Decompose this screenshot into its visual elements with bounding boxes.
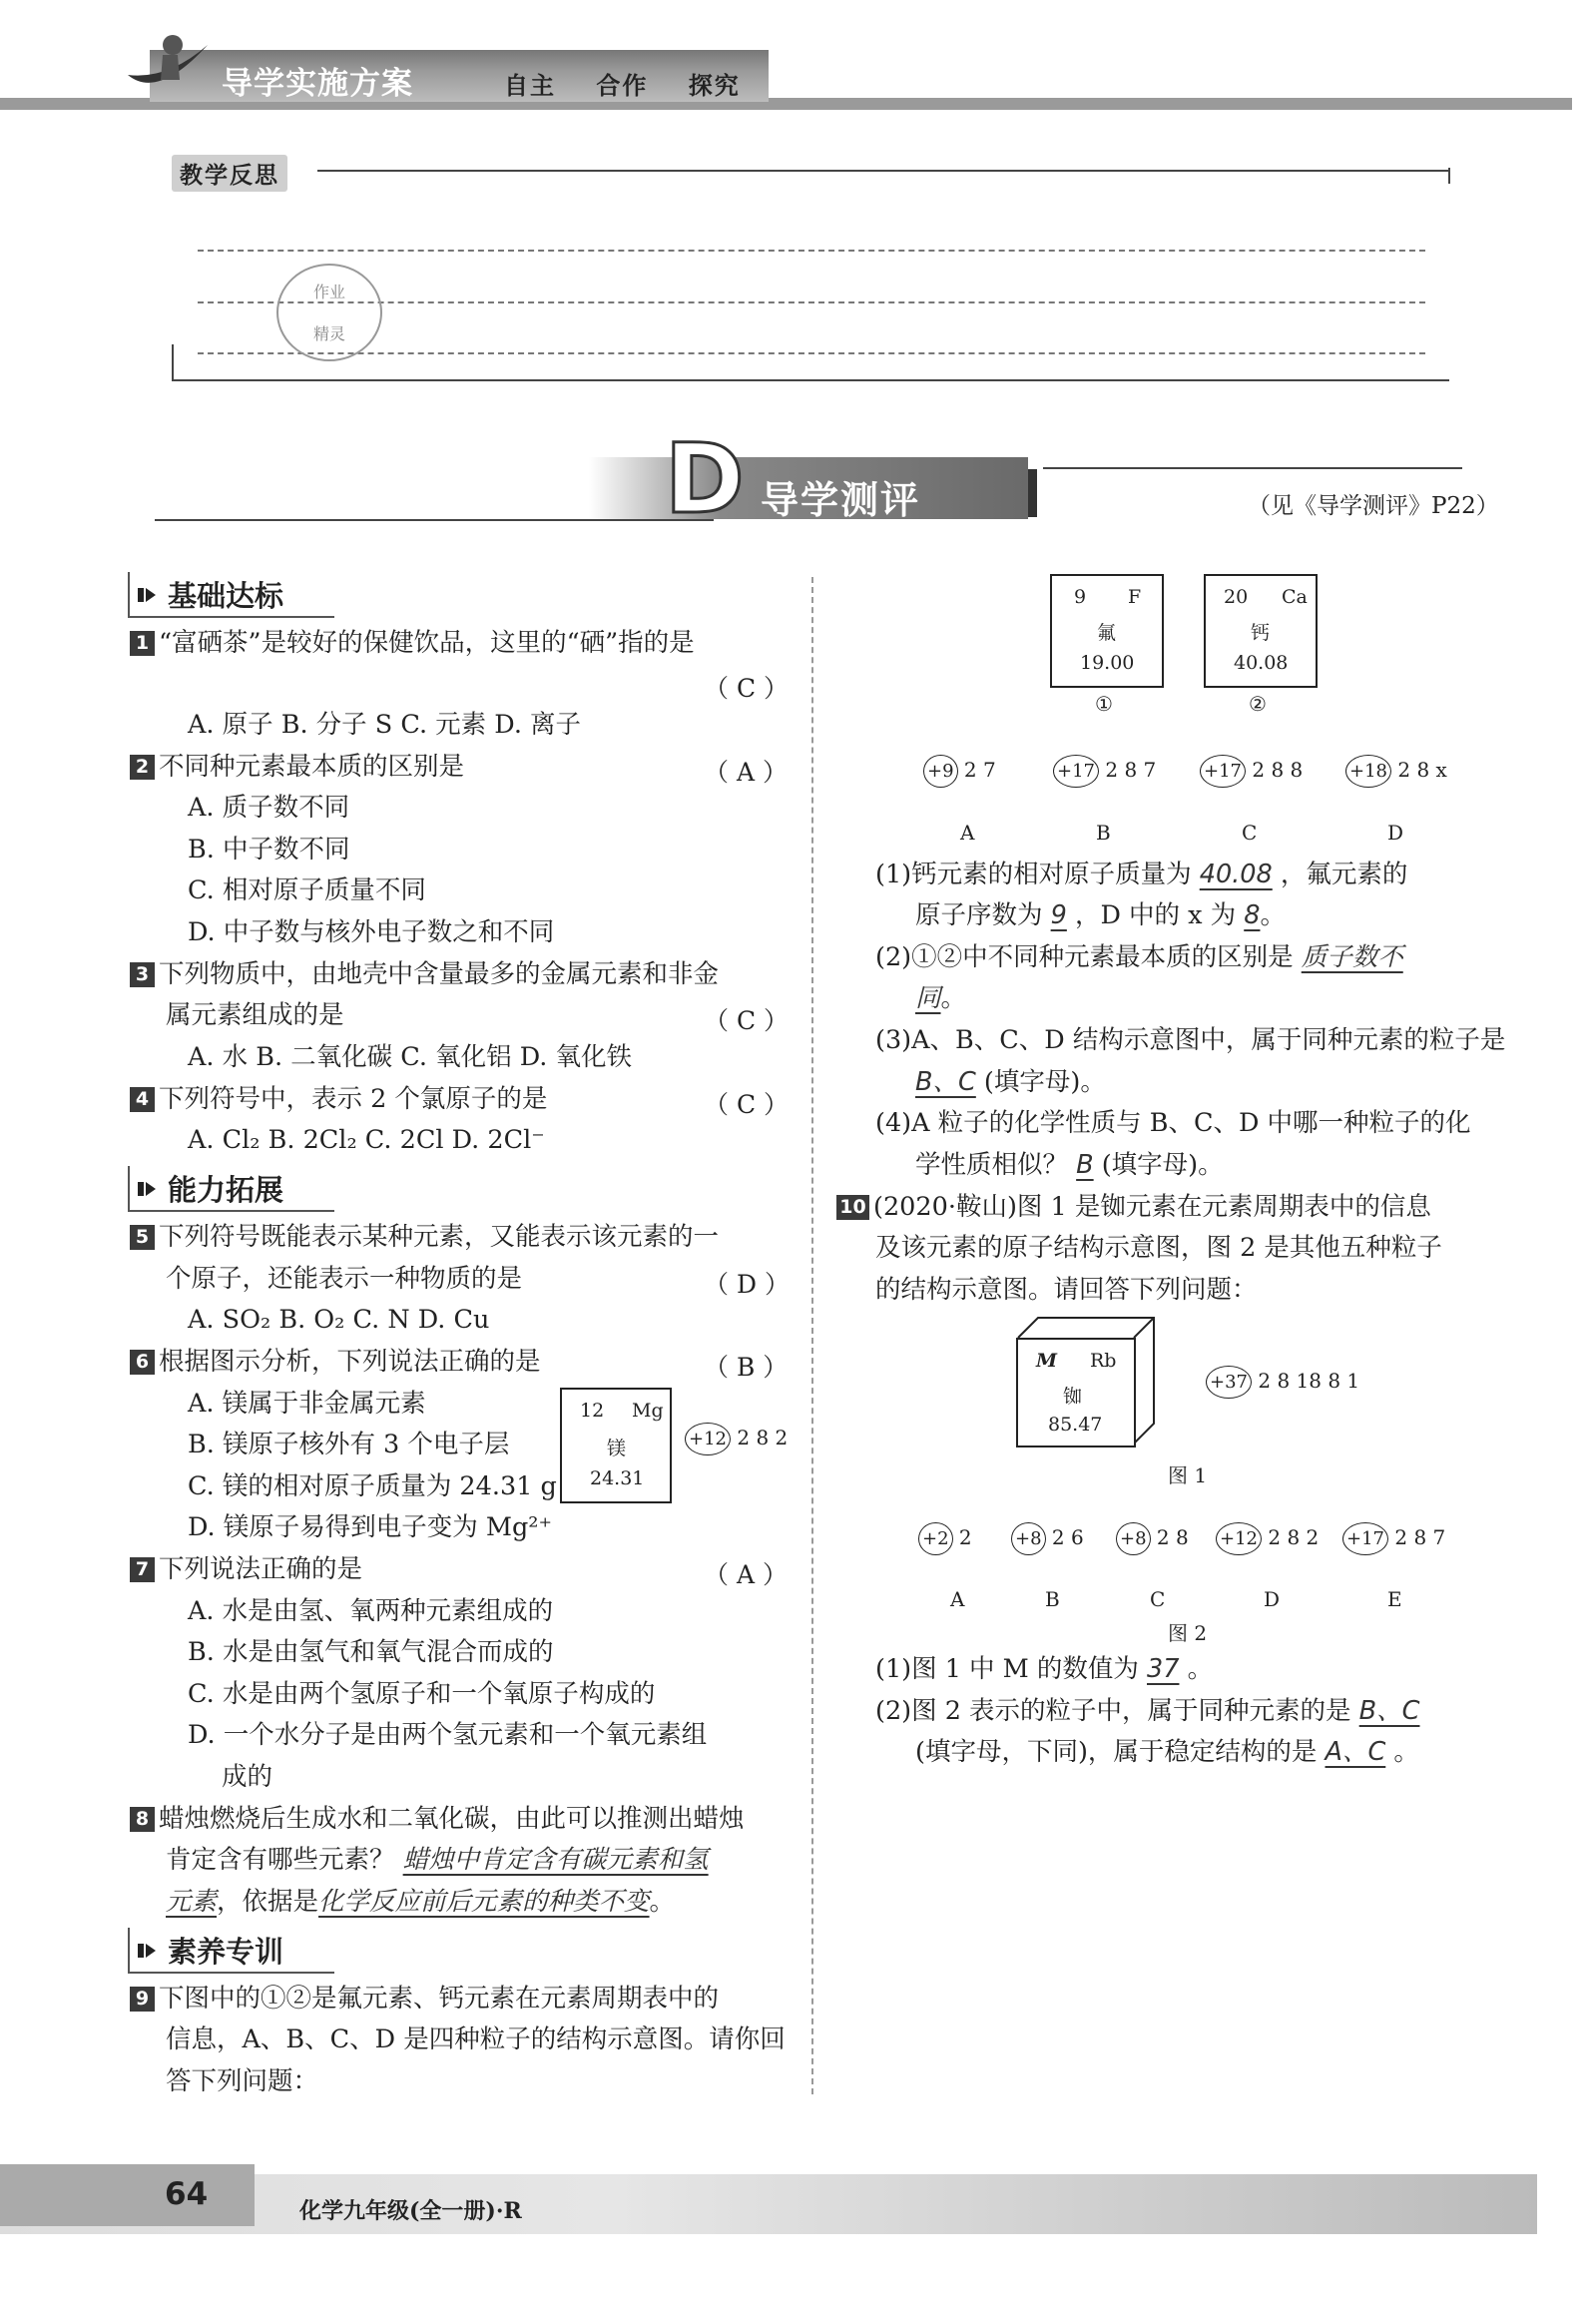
ca-box-label: ②	[1249, 692, 1267, 716]
section-left-line	[155, 519, 714, 521]
q10-part2-line2: (填字母，下同)，属于稳定结构的是 A、C 。	[915, 1737, 1419, 1767]
q5-options: A. SO₂ B. O₂ C. N D. Cu	[188, 1305, 490, 1335]
pencil-icon	[136, 582, 162, 608]
atom-label-b: B	[1096, 821, 1111, 845]
q10-stem-2: 及该元素的原子结构示意图，图 2 是其他五种粒子	[875, 1233, 1442, 1263]
q3-stem-2: 属元素组成的是	[166, 1000, 344, 1030]
q10-blank-stable: A、C	[1325, 1737, 1386, 1767]
section-title: 导学测评	[761, 478, 921, 522]
atom2-diagram-e: +17 2 8 7	[1342, 1522, 1445, 1555]
atom-label-d: D	[1387, 821, 1404, 845]
atom2-diagram-b: +8 2 6	[1011, 1522, 1084, 1555]
q6-answer: （ B ）	[704, 1353, 789, 1382]
q9-blank-difference: 质子数不	[1301, 942, 1403, 972]
pencil-icon	[136, 1176, 162, 1202]
mg-element-box: 12 Mg 镁 24.31	[560, 1388, 672, 1503]
rb-atom-diagram: +37 2 8 18 8 1	[1206, 1366, 1359, 1399]
page-number: 64	[165, 2176, 209, 2212]
q10-blank-m: 37	[1147, 1654, 1180, 1684]
reflection-top-line	[317, 170, 1450, 172]
q6-option: A. 镁属于非金属元素	[188, 1389, 426, 1419]
atom2-label-c: C	[1150, 1587, 1166, 1611]
pencil-icon	[136, 1938, 162, 1964]
q9-stem-3: 答下列问题：	[166, 2066, 319, 2096]
q9-part2-line2: 同。	[915, 983, 967, 1013]
stamp-icon	[271, 258, 387, 367]
subheader-quality: 素养专训	[136, 1930, 283, 1971]
q8-blank-elements: 蜡烛中肯定含有碳元素和氢	[402, 1845, 709, 1875]
mg-atom-diagram: +12 2 8 2	[685, 1423, 788, 1455]
q9-part3-line2: B、C (填字母)。	[915, 1067, 1106, 1097]
atom-diagram-c: +17 2 8 8	[1200, 755, 1303, 788]
q8-stem: 8 蜡烛燃烧后生成水和二氧化碳，由此可以推测出蜡烛	[130, 1799, 745, 1841]
book-title: 化学九年级(全一册)·R	[299, 2198, 522, 2224]
q3-stem: 3 下列物质中，由地壳中含量最多的金属元素和非金	[130, 954, 719, 996]
q5-stem-2: 个原子，还能表示一种物质的是	[166, 1264, 523, 1294]
header-title: 导学实施方案	[222, 66, 413, 102]
q9-part1-line2: 原子序数为 9 ，D 中的 x 为 8。	[915, 900, 1286, 930]
q4-options: A. Cl₂ B. 2Cl₂ C. 2Cl D. 2Cl⁻	[188, 1125, 545, 1155]
q7-option: B. 水是由氢气和氧气混合而成的	[188, 1637, 554, 1667]
q2-stem: 2 不同种元素最本质的区别是	[130, 747, 464, 789]
q10-blank-same-element: B、C	[1358, 1696, 1420, 1726]
q9-blank-ca-mass: 40.08	[1199, 860, 1273, 889]
atom2-label-a: A	[950, 1587, 965, 1611]
q5-answer: （ D ）	[704, 1270, 790, 1299]
tag-self: 自主	[504, 71, 556, 100]
q4-stem: 4 下列符号中，表示 2 个氯原子的是	[130, 1079, 547, 1121]
atom-diagram-a: +9 2 7	[923, 755, 996, 788]
atom2-diagram-a: +2 2	[918, 1522, 972, 1555]
figure-1-label: 图 1	[1168, 1463, 1208, 1487]
header-tags	[504, 66, 771, 101]
q2-option: D. 中子数与核外电子数之和不同	[188, 917, 555, 947]
q9-stem-2: 信息，A、B、C、D 是四种粒子的结构示意图。请你回	[166, 2025, 786, 2054]
reflection-bottom-line	[172, 379, 1449, 381]
q3-options: A. 水 B. 二氧化碳 C. 氧化铝 D. 氧化铁	[188, 1042, 632, 1072]
q2-option: A. 质子数不同	[188, 793, 350, 823]
atom2-label-d: D	[1264, 1587, 1281, 1611]
q8-blank-elements-cont: 元素	[166, 1887, 218, 1917]
q7-stem: 7 下列说法正确的是	[130, 1549, 362, 1591]
tag-explore: 探究	[688, 71, 741, 100]
q9-stem: 9 下图中的①②是氟元素、钙元素在元素周期表中的	[130, 1979, 719, 2021]
q1-answer: （ C ）	[704, 674, 790, 703]
q4-answer: （ C ）	[704, 1090, 790, 1119]
atom2-diagram-d: +12 2 8 2	[1216, 1522, 1319, 1555]
q10-part2-line1: (2)图 2 表示的粒子中，属于同种元素的是 B、C	[875, 1696, 1420, 1726]
rb-element-box: M Rb 铷 85.47	[1016, 1338, 1136, 1447]
atom-label-a: A	[960, 821, 975, 845]
q7-option: C. 水是由两个氢原子和一个氧原子构成的	[188, 1679, 656, 1709]
q5-stem: 5 下列符号既能表示某种元素，又能表示该元素的一	[130, 1217, 719, 1259]
atom-diagram-b: +17 2 8 7	[1053, 755, 1156, 788]
q6-option: C. 镁的相对原子质量为 24.31 g	[188, 1471, 557, 1501]
f-box-label: ①	[1095, 692, 1113, 716]
q7-option: D. 一个水分子是由两个氢元素和一个氧元素组	[188, 1720, 708, 1750]
q6-stem: 6 根据图示分析，下列说法正确的是	[130, 1342, 541, 1384]
section-ref: （见《导学测评》P22）	[1248, 493, 1499, 519]
q6-option: B. 镁原子核外有 3 个电子层	[188, 1430, 510, 1459]
q9-blank-same-element: B、C	[915, 1067, 976, 1097]
section-right-line	[1043, 467, 1462, 469]
subheader-ability: 能力拓展	[136, 1168, 283, 1209]
q9-part4-line1: (4)A 粒子的化学性质与 B、C、D 中哪一种粒子的化	[875, 1108, 1471, 1138]
column-divider	[811, 577, 813, 2094]
q8-line2: 肯定含有哪些元素？ 蜡烛中肯定含有碳元素和氢	[166, 1845, 709, 1875]
q3-answer: （ C ）	[704, 1006, 790, 1035]
reflection-label: 教学反思	[172, 155, 287, 192]
q10-stem: 10 (2020·鞍山)图 1 是铷元素在元素周期表中的信息	[836, 1187, 1431, 1229]
svg-text:精灵: 精灵	[312, 324, 346, 343]
q7-option-cont: 成的	[222, 1762, 273, 1792]
q2-option: C. 相对原子质量不同	[188, 875, 426, 905]
atom-label-c: C	[1242, 821, 1258, 845]
q9-part4-line2: 学性质相似？ B (填字母)。	[915, 1150, 1224, 1180]
ca-element-box: 20 Ca 钙 40.08	[1204, 574, 1318, 688]
q2-answer: （ A ）	[704, 758, 788, 787]
f-element-box: 9 F 氟 19.00	[1050, 574, 1164, 688]
q8-line3: 元素，依据是化学反应前后元素的种类不变。	[166, 1887, 676, 1917]
q9-part3-line1: (3)A、B、C、D 结构示意图中，属于同种元素的粒子是	[875, 1025, 1506, 1055]
q9-blank-difference-cont: 同	[915, 983, 941, 1013]
q9-part2-line1: (2)①②中不同种元素最本质的区别是 质子数不	[875, 942, 1403, 972]
q10-part1: (1)图 1 中 M 的数值为 37 。	[875, 1654, 1214, 1684]
q9-part1-line1: (1)钙元素的相对原子质量为 40.08 ，氟元素的	[875, 860, 1408, 889]
q7-answer: （ A ）	[704, 1560, 788, 1589]
reflection-left-tick	[172, 344, 174, 380]
q8-blank-reason: 化学反应前后元素的种类不变	[318, 1887, 650, 1917]
atom2-label-e: E	[1387, 1587, 1402, 1611]
atom2-diagram-c: +8 2 8	[1116, 1522, 1189, 1555]
atom-diagram-d: +18 2 8 x	[1345, 755, 1447, 788]
q9-blank-x: 8	[1244, 900, 1261, 930]
reflection-tick	[1448, 168, 1450, 184]
q9-blank-similar: B	[1076, 1150, 1094, 1180]
section-letter: D	[665, 423, 745, 535]
q10-stem-3: 的结构示意图。请回答下列问题：	[875, 1275, 1258, 1305]
q9-blank-f-number: 9	[1050, 900, 1067, 930]
section-bar	[1028, 469, 1037, 517]
svg-text:作业: 作业	[312, 283, 346, 301]
q7-option: A. 水是由氢、氧两种元素组成的	[188, 1596, 554, 1626]
logo-icon	[118, 25, 218, 105]
figure-2-label: 图 2	[1168, 1621, 1208, 1645]
subheader-basic: 基础达标	[136, 574, 283, 615]
q1-stem: 1 “富硒茶”是较好的保健饮品，这里的“硒”指的是	[130, 623, 695, 665]
reflection-dash-line	[198, 250, 1425, 252]
atom2-label-b: B	[1045, 1587, 1060, 1611]
q6-option: D. 镁原子易得到电子变为 Mg²⁺	[188, 1512, 552, 1542]
q1-options: A. 原子 B. 分子 S C. 元素 D. 离子	[188, 710, 582, 740]
q2-option: B. 中子数不同	[188, 835, 350, 865]
tag-coop: 合作	[596, 71, 649, 100]
footer-page-tab	[0, 2164, 255, 2226]
